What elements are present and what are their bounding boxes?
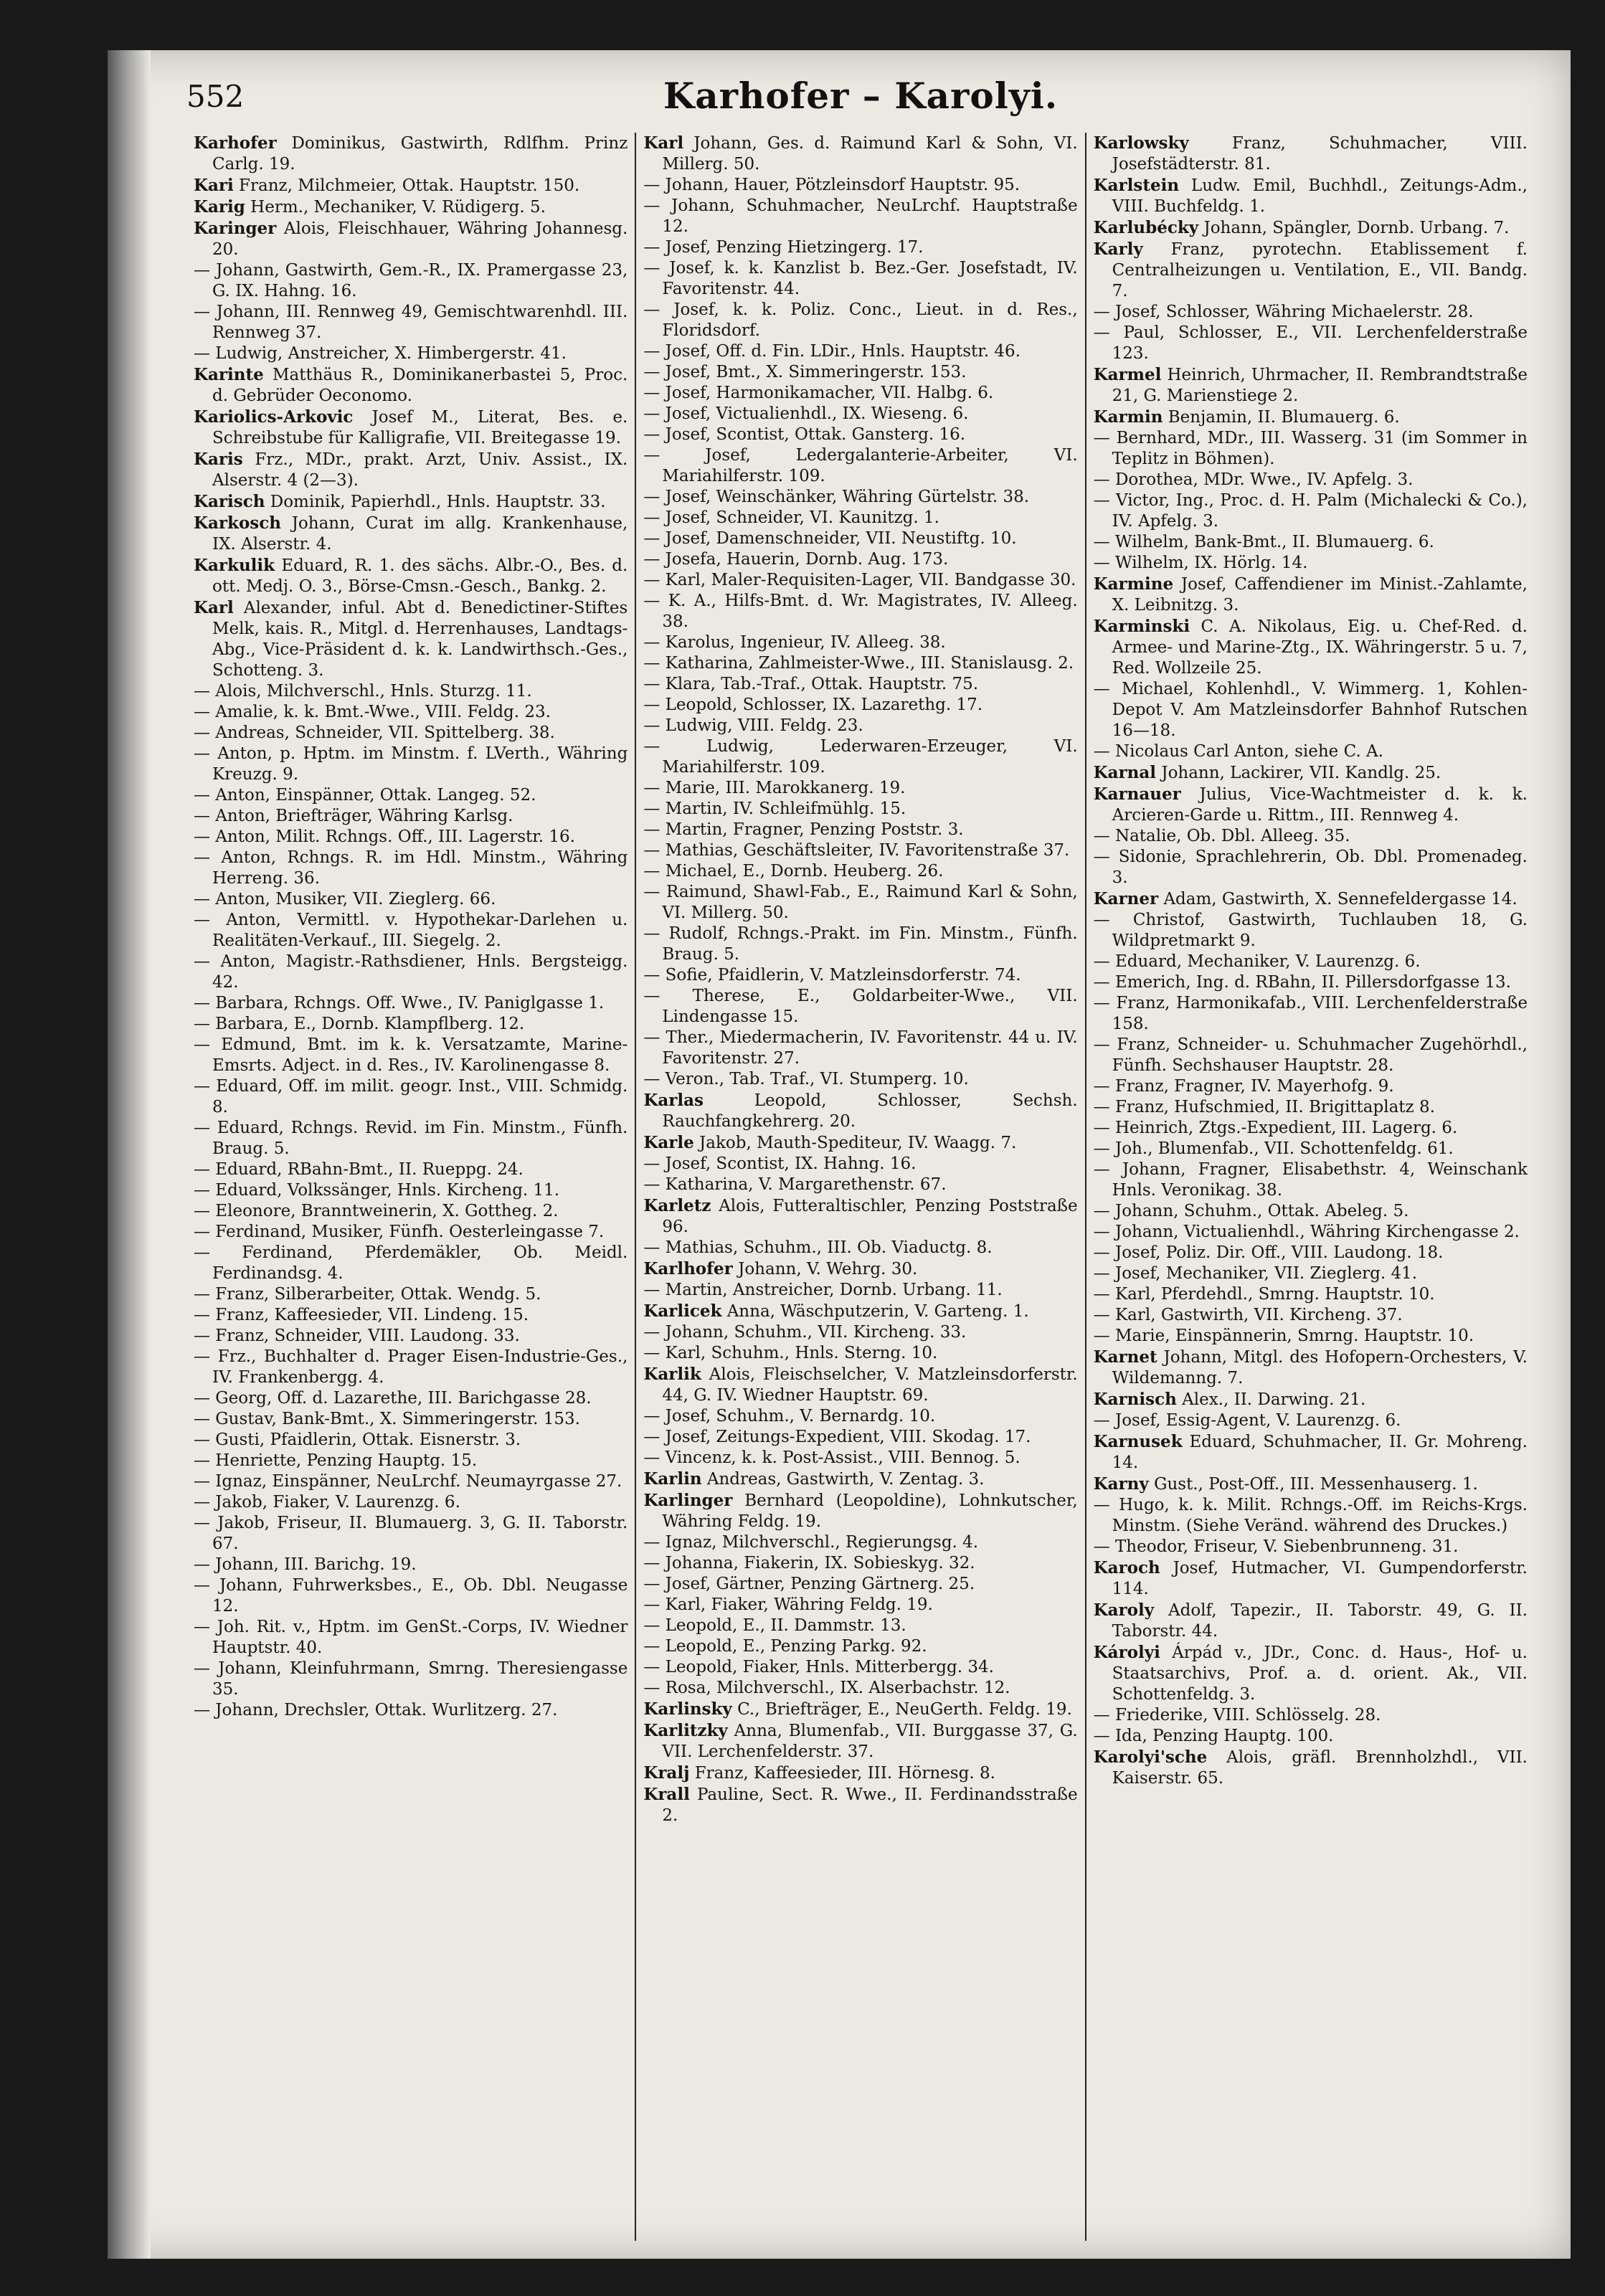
directory-entry: — Therese, E., Goldarbeiter-Wwe., VII. Lindengasse 15.	[643, 987, 1078, 1026]
directory-entry: — Edmund, Bmt. im k. k. Versatzamte, Marine-Emsrts. Adject. in d. Res., IV. Karolinengasse 8.	[194, 1035, 628, 1075]
directory-entry: — Franz, Schneider, VIII. Laudong. 33.	[194, 1327, 520, 1345]
directory-entry: — Eduard, Off. im milit. geogr. Inst., VIII. Schmidg. 8.	[194, 1077, 628, 1116]
directory-entry: — Josef, Scontist, Ottak. Gansterg. 16.	[643, 425, 966, 444]
directory-entry: — Henriette, Penzing Hauptg. 15.	[194, 1451, 478, 1470]
directory-entry: — Sofie, Pfaidlerin, V. Matzleinsdorferstr. 74.	[643, 966, 1021, 985]
directory-entry: — Eleonore, Branntweinerin, X. Gottheg. 2.	[194, 1202, 559, 1220]
directory-entry: — Barbara, E., Dornb. Klampflberg. 12.	[194, 1015, 525, 1033]
directory-entry: — Franz, Silberarbeiter, Ottak. Wendg. 5.	[194, 1285, 541, 1304]
directory-entry: Karnet Johann, Mitgl. des Hofopern-Orchesters, V. Wildemanng. 7.	[1093, 1347, 1528, 1387]
directory-entry: — Johann, III. Barichg. 19.	[194, 1555, 417, 1574]
directory-entry: — Leopold, Schlosser, IX. Lazarethg. 17.	[643, 696, 983, 714]
directory-entry: — Johanna, Fiakerin, IX. Sobieskyg. 32.	[643, 1554, 975, 1572]
directory-entry: — Anton, Briefträger, Währing Karlsg.	[194, 807, 513, 825]
directory-entry: — Vincenz, k. k. Post-Assist., VIII. Bennog. 5.	[643, 1448, 1021, 1467]
directory-entry: — Ignaz, Milchverschl., Regierungsg. 4.	[643, 1533, 979, 1552]
directory-entry: — Victor, Ing., Proc. d. H. Palm (Michalecki & Co.), IV. Apfelg. 3.	[1093, 491, 1528, 531]
directory-entry: Karlas Leopold, Schlosser, Sechsh. Rauchfangkehrerg. 20.	[643, 1091, 1078, 1131]
directory-entry: Karner Adam, Gastwirth, X. Sennefeldergasse 14.	[1093, 889, 1518, 909]
directory-entry: Károlyi Árpád v., JDr., Conc. d. Haus-, Hof- u. Staatsarchivs, Prof. a. d. orient. Ak., VII. Schottenfeldg. 3.	[1093, 1643, 1528, 1704]
directory-entry: — Josef, Harmonikamacher, VII. Halbg. 6.	[643, 384, 994, 402]
directory-entry: — Mathias, Geschäftsleiter, IV. Favoritenstraße 37.	[643, 841, 1070, 860]
directory-entry: — Alois, Milchverschl., Hnls. Sturzg. 11.	[194, 682, 532, 701]
directory-entry: — Ferdinand, Pferdemäkler, Ob. Meidl. Ferdinandsg. 4.	[194, 1243, 628, 1283]
directory-entry: — Eduard, Rchngs. Revid. im Fin. Minstm., Fünfh. Braug. 5.	[194, 1119, 628, 1158]
directory-entry: Karinte Matthäus R., Dominikanerbastei 5, Proc. d. Gebrüder Oeconomo.	[194, 365, 628, 405]
directory-entry: Karnauer Julius, Vice-Wachtmeister d. k. k. Arcieren-Garde u. Rittm., III. Rennweg 4.	[1093, 784, 1528, 825]
directory-entry: — Josef, Bmt., X. Simmeringerstr. 153.	[643, 363, 967, 381]
directory-entry: — Theodor, Friseur, V. Siebenbrunneng. 31.	[1093, 1537, 1459, 1556]
directory-entry: Karhofer Dominikus, Gastwirth, Rdlfhm. Prinz Carlg. 19.	[194, 133, 628, 174]
directory-entry: — Dorothea, MDr. Wwe., IV. Apfelg. 3.	[1093, 470, 1414, 489]
directory-entry: — Ludwig, Anstreicher, X. Himbergerstr. 41.	[194, 344, 567, 363]
directory-entry: — Jakob, Fiaker, V. Laurenzg. 6.	[194, 1493, 460, 1512]
directory-entry: Karnusek Eduard, Schuhmacher, II. Gr. Mohreng. 14.	[1093, 1432, 1528, 1472]
running-head: Karhofer – Karolyi.	[663, 75, 1059, 117]
directory-entry: — Ther., Miedermacherin, IV. Favoritenstr. 44 u. IV. Favoritenstr. 27.	[643, 1028, 1078, 1068]
directory-entry: — Johann, Victualienhdl., Währing Kirchengasse 2.	[1093, 1223, 1520, 1241]
directory-entry: — Josef, Schneider, VI. Kaunitzg. 1.	[643, 508, 939, 527]
page-number: 552	[186, 79, 245, 114]
directory-entry: — Katharina, V. Margarethenstr. 67.	[643, 1175, 947, 1194]
directory-entry: — Heinrich, Ztgs.-Expedient, III. Lagerg. 6.	[1093, 1119, 1458, 1137]
directory-entry: — Raimund, Shawl-Fab., E., Raimund Karl & Sohn, VI. Millerg. 50.	[643, 883, 1078, 922]
directory-entry: — Anton, Musiker, VII. Zieglerg. 66.	[194, 890, 496, 909]
directory-entry: — Paul, Schlosser, E., VII. Lerchenfelderstraße 123.	[1093, 323, 1528, 363]
directory-entry: — Martin, IV. Schleifmühlg. 15.	[643, 800, 906, 818]
directory-entry: — Franz, Fragner, IV. Mayerhofg. 9.	[1093, 1077, 1394, 1096]
directory-entry: — Anton, Magistr.-Rathsdiener, Hnls. Bergsteigg. 42.	[194, 952, 628, 992]
directory-entry: Karoch Josef, Hutmacher, VI. Gumpendorferstr. 114.	[1093, 1558, 1528, 1598]
directory-entry: — Martin, Anstreicher, Dornb. Urbang. 11.	[643, 1281, 1003, 1299]
directory-entry: Karig Herm., Mechaniker, V. Rüdigerg. 5.	[194, 197, 546, 217]
directory-entry: — Leopold, E., Penzing Parkg. 92.	[643, 1637, 927, 1656]
directory-entry: — Ludwig, Lederwaren-Erzeuger, VI. Mariahilferstr. 109.	[643, 737, 1078, 777]
directory-entry: Karnisch Alex., II. Darwing. 21.	[1093, 1390, 1366, 1409]
directory-entry: — Leopold, E., II. Dammstr. 13.	[643, 1616, 906, 1635]
directory-entry: — Anton, Einspänner, Ottak. Langeg. 52.	[194, 786, 536, 805]
directory-entry: Karlstein Ludw. Emil, Buchhdl., Zeitungs-Adm., VIII. Buchfeldg. 1.	[1093, 176, 1528, 216]
directory-entry: — Eduard, Volkssänger, Hnls. Kircheng. 11.	[194, 1181, 560, 1200]
directory-entry: — Rudolf, Rchngs.-Prakt. im Fin. Minstm., Fünfh. Braug. 5.	[643, 924, 1078, 964]
directory-entry: Karolyi'sche Alois, gräfl. Brennholzhdl., VII. Kaiserstr. 65.	[1093, 1747, 1528, 1788]
column-1	[186, 133, 635, 2241]
directory-entry: Karlowsky Franz, Schuhmacher, VIII. Josefstädterstr. 81.	[1093, 133, 1528, 174]
directory-entry: — Karl, Fiaker, Währing Feldg. 19.	[643, 1595, 933, 1614]
directory-entry: — Josef, Essig-Agent, V. Laurenzg. 6.	[1093, 1411, 1401, 1430]
directory-entry: Krall Pauline, Sect. R. Wwe., II. Ferdinandsstraße 2.	[643, 1785, 1078, 1825]
directory-entry: — Johann, Schuhmacher, NeuLrchf. Hauptstraße 12.	[643, 196, 1078, 236]
directory-entry: Karl Alexander, inful. Abt d. Benedictiner-Stiftes Melk, kais. R., Mitgl. d. Herrenhauses, Landtags-Abg., Vice-Präsident d. k. k. Landwirthsch.-Ges., Schotteng. 3.	[194, 598, 628, 680]
directory-entry: — Josef, Scontist, IX. Hahng. 16.	[643, 1154, 917, 1173]
directory-entry: — Karolus, Ingenieur, IV. Alleeg. 38.	[643, 633, 946, 652]
directory-entry: — Joh., Blumenfab., VII. Schottenfeldg. 61.	[1093, 1139, 1454, 1158]
directory-entry: Karle Jakob, Mauth-Spediteur, IV. Waagg. 7.	[643, 1133, 1017, 1152]
directory-entry: — Karl, Gastwirth, VII. Kircheng. 37.	[1093, 1306, 1403, 1324]
directory-entry: — Ferdinand, Musiker, Fünfh. Oesterleingasse 7.	[194, 1223, 605, 1241]
directory-entry: Karisch Dominik, Papierhdl., Hnls. Hauptstr. 33.	[194, 492, 606, 511]
directory-entry: Karis Frz., MDr., prakt. Arzt, Univ. Assist., IX. Alserstr. 4 (2—3).	[194, 450, 628, 490]
directory-entry: — Eduard, RBahn-Bmt., II. Rueppg. 24.	[194, 1160, 524, 1179]
directory-entry: — Frz., Buchhalter d. Prager Eisen-Industrie-Ges., IV. Frankenbergg. 4.	[194, 1347, 628, 1387]
directory-entry: — Josef, Off. d. Fin. LDir., Hnls. Hauptstr. 46.	[643, 342, 1021, 361]
directory-entry: — Joh. Rit. v., Hptm. im GenSt.-Corps, IV. Wiedner Hauptstr. 40.	[194, 1618, 628, 1657]
directory-entry: — Josef, Victualienhdl., IX. Wieseng. 6.	[643, 404, 969, 423]
directory-entry: — Hugo, k. k. Milit. Rchngs.-Off. im Reichs-Krgs. Minstm. (Siehe Veränd. während des Druckes.)	[1093, 1496, 1528, 1535]
directory-entry: — Josef, Schuhm., V. Bernardg. 10.	[643, 1407, 936, 1425]
directory-entry: — Karl, Maler-Requisiten-Lager, VII. Bandgasse 30.	[643, 571, 1076, 589]
directory-entry: — K. A., Hilfs-Bmt. d. Wr. Magistrates, IV. Alleeg. 38.	[643, 592, 1078, 631]
directory-entry: Karlin Andreas, Gastwirth, V. Zentag. 3.	[643, 1469, 985, 1489]
directory-entry: — Sidonie, Sprachlehrerin, Ob. Dbl. Promenadeg. 3.	[1093, 848, 1528, 887]
directory-entry: Karlinsky C., Briefträger, E., NeuGerth. Feldg. 19.	[643, 1699, 1072, 1719]
directory-entry: Karkulik Eduard, R. 1. des sächs. Albr.-O., Bes. d. ott. Medj. O. 3., Börse-Cmsn.-Gesch., Bankg. 2.	[194, 556, 628, 596]
directory-entry: — Gusti, Pfaidlerin, Ottak. Eisnerstr. 3.	[194, 1431, 521, 1449]
directory-entry: — Johann, Schuhm., Ottak. Abeleg. 5.	[1093, 1202, 1409, 1220]
directory-page	[108, 50, 1571, 2259]
directory-entry: — Natalie, Ob. Dbl. Alleeg. 35.	[1093, 827, 1350, 845]
directory-entry: — Josef, Gärtner, Penzing Gärtnerg. 25.	[643, 1575, 975, 1593]
directory-entry: — Gustav, Bank-Bmt., X. Simmeringerstr. 153.	[194, 1410, 580, 1428]
directory-entry: — Rosa, Milchverschl., IX. Alserbachstr. 12.	[643, 1679, 1010, 1697]
directory-entry: — Ida, Penzing Hauptg. 100.	[1093, 1727, 1334, 1745]
directory-entry: — Anton, Milit. Rchngs. Off., III. Lagerstr. 16.	[194, 827, 575, 846]
directory-entry: — Veron., Tab. Traf., VI. Stumperg. 10.	[643, 1070, 969, 1088]
directory-entry: Kralj Franz, Kaffeesieder, III. Hörnesg. 8.	[643, 1763, 995, 1783]
directory-entry: — Johann, Hauer, Pötzleinsdorf Hauptstr. 95.	[643, 176, 1021, 194]
directory-entry: — Bernhard, MDr., III. Wasserg. 31 (im Sommer in Teplitz in Böhmen).	[1093, 429, 1528, 468]
directory-entry: Karminski C. A. Nikolaus, Eig. u. Chef-Red. d. Armee- und Marine-Ztg., IX. Währingerstr. 5 u. 7, Red. Wollzeile 25.	[1093, 617, 1528, 678]
book-gutter-shadow	[108, 50, 151, 2259]
directory-entry: Karmel Heinrich, Uhrmacher, II. Rembrandtstraße 21, G. Marienstiege 2.	[1093, 365, 1528, 405]
directory-entry: — Josef, Damenschneider, VII. Neustiftg. 10.	[643, 529, 1017, 548]
directory-entry: — Ludwig, VIII. Feldg. 23.	[643, 716, 863, 735]
directory-entry: Karlik Alois, Fleischselcher, V. Matzleinsdorferstr. 44, G. IV. Wiedner Hauptstr. 69.	[643, 1365, 1078, 1405]
directory-entry: — Martin, Fragner, Penzing Poststr. 3.	[643, 820, 964, 839]
directory-entry: — Josefa, Hauerin, Dornb. Aug. 173.	[643, 550, 949, 569]
directory-entry: — Josef, Poliz. Dir. Off., VIII. Laudong. 18.	[1093, 1243, 1444, 1262]
directory-entry: Karlicek Anna, Wäschputzerin, V. Garteng. 1.	[643, 1301, 1029, 1321]
page-header	[186, 65, 1535, 129]
directory-entry: — Ignaz, Einspänner, NeuLrchf. Neumayrgasse 27.	[194, 1472, 622, 1491]
directory-entry: — Friederike, VIII. Schlösselg. 28.	[1093, 1706, 1381, 1725]
directory-entry: — Emerich, Ing. d. RBahn, II. Pillersdorfgasse 13.	[1093, 973, 1511, 992]
directory-entry: Karletz Alois, Futteraltischler, Penzing Poststraße 96.	[643, 1196, 1078, 1236]
directory-entry: — Wilhelm, IX. Hörlg. 14.	[1093, 554, 1308, 572]
directory-columns	[186, 133, 1535, 2241]
directory-entry: — Marie, Einspännerin, Smrng. Hauptstr. 10.	[1093, 1327, 1474, 1345]
directory-entry: Karny Gust., Post-Off., III. Messenhauserg. 1.	[1093, 1474, 1478, 1494]
directory-entry: Karnal Johann, Lackirer, VII. Kandlg. 25.	[1093, 763, 1441, 782]
directory-entry: — Andreas, Schneider, VII. Spittelberg. 38.	[194, 724, 555, 742]
directory-entry: — Anton, Vermittl. v. Hypothekar-Darlehen u. Realitäten-Verkauf., III. Siegelg. 2.	[194, 911, 628, 950]
directory-entry: — Franz, Schneider- u. Schuhmacher Zugehörhdl., Fünfh. Sechshauser Hauptstr. 28.	[1093, 1035, 1528, 1075]
directory-entry: — Johann, III. Rennweg 49, Gemischtwarenhdl. III. Rennweg 37.	[194, 303, 628, 342]
directory-entry: Karlitzky Anna, Blumenfab., VII. Burggasse 37, G. VII. Lerchenfelderstr. 37.	[643, 1721, 1078, 1761]
directory-entry: — Josef, Mechaniker, VII. Zieglerg. 41.	[1093, 1264, 1418, 1283]
directory-entry: — Amalie, k. k. Bmt.-Wwe., VIII. Feldg. 23.	[194, 703, 551, 721]
directory-entry: Karlhofer Johann, V. Wehrg. 30.	[643, 1259, 918, 1279]
column-2	[635, 133, 1084, 2241]
directory-entry: — Josef, Ledergalanterie-Arbeiter, VI. Mariahilferstr. 109.	[643, 446, 1078, 485]
directory-entry: — Josef, Weinschänker, Währing Gürtelstr. 38.	[643, 488, 1030, 506]
directory-entry: — Franz, Kaffeesieder, VII. Lindeng. 15.	[194, 1306, 529, 1324]
directory-entry: — Klara, Tab.-Traf., Ottak. Hauptstr. 75.	[643, 675, 979, 693]
directory-entry: Karmine Josef, Caffendiener im Minist.-Zahlamte, X. Leibnitzg. 3.	[1093, 574, 1528, 615]
directory-entry: — Josef, Penzing Hietzingerg. 17.	[643, 238, 924, 257]
directory-entry: — Franz, Hufschmied, II. Brigittaplatz 8.	[1093, 1098, 1435, 1116]
directory-entry: — Georg, Off. d. Lazarethe, III. Barichgasse 28.	[194, 1389, 592, 1408]
directory-entry: — Wilhelm, Bank-Bmt., II. Blumauerg. 6.	[1093, 533, 1434, 551]
directory-entry: — Michael, E., Dornb. Heuberg. 26.	[643, 862, 944, 881]
directory-entry: Karlubécky Johann, Spängler, Dornb. Urbang. 7.	[1093, 218, 1510, 237]
directory-entry: — Johann, Fuhrwerksbes., E., Ob. Dbl. Neugasse 12.	[194, 1576, 628, 1616]
directory-entry: — Johann, Schuhm., VII. Kircheng. 33.	[643, 1323, 967, 1342]
directory-entry: — Michael, Kohlenhdl., V. Wimmerg. 1, Kohlen-Depot V. Am Matzleinsdorfer Bahnhof Rutschen 16—18.	[1093, 680, 1528, 740]
directory-entry: — Marie, III. Marokkanerg. 19.	[643, 779, 906, 797]
directory-entry: — Josef, Zeitungs-Expedient, VIII. Skodag. 17.	[643, 1428, 1031, 1446]
directory-entry: — Jakob, Friseur, II. Blumauerg. 3, G. II. Taborstr. 67.	[194, 1514, 628, 1553]
directory-entry: — Johann, Fragner, Elisabethstr. 4, Weinschank Hnls. Veronikag. 38.	[1093, 1160, 1528, 1200]
directory-entry: — Johann, Kleinfuhrmann, Smrng. Theresiengasse 35.	[194, 1659, 628, 1699]
directory-entry: Karl Johann, Ges. d. Raimund Karl & Sohn, VI. Millerg. 50.	[643, 133, 1078, 174]
directory-entry: — Nicolaus Carl Anton, siehe C. A.	[1093, 742, 1383, 761]
directory-entry: Karly Franz, pyrotechn. Etablissement f. Centralheizungen u. Ventilation, E., VII. Bandg. 7.	[1093, 239, 1528, 300]
directory-entry: Karoly Adolf, Tapezir., II. Taborstr. 49, G. II. Taborstr. 44.	[1093, 1600, 1528, 1641]
directory-entry: Karinger Alois, Fleischhauer, Währing Johannesg. 20.	[194, 219, 628, 259]
directory-entry: Karkosch Johann, Curat im allg. Krankenhause, IX. Alserstr. 4.	[194, 513, 628, 554]
directory-entry: Kariolics-Arkovic Josef M., Literat, Bes. e. Schreibstube für Kalligrafie, VII. Breitegasse 19.	[194, 407, 628, 447]
directory-entry: — Karl, Schuhm., Hnls. Sterng. 10.	[643, 1344, 938, 1362]
directory-entry: — Mathias, Schuhm., III. Ob. Viaductg. 8.	[643, 1238, 993, 1257]
directory-entry: Kari Franz, Milchmeier, Ottak. Hauptstr. 150.	[194, 176, 580, 195]
directory-entry: — Josef, k. k. Kanzlist b. Bez.-Ger. Josefstadt, IV. Favoritenstr. 44.	[643, 259, 1078, 298]
directory-entry: Karmin Benjamin, II. Blumauerg. 6.	[1093, 407, 1400, 427]
directory-entry: — Eduard, Mechaniker, V. Laurenzg. 6.	[1093, 952, 1421, 971]
directory-entry: — Josef, Schlosser, Währing Michaelerstr. 28.	[1093, 303, 1474, 321]
directory-entry: — Josef, k. k. Poliz. Conc., Lieut. in d. Res., Floridsdorf.	[643, 300, 1078, 340]
directory-entry: Karlinger Bernhard (Leopoldine), Lohnkutscher, Währing Feldg. 19.	[643, 1491, 1078, 1531]
directory-entry: — Leopold, Fiaker, Hnls. Mitterbergg. 34.	[643, 1658, 994, 1676]
directory-entry: — Anton, p. Hptm. im Minstm. f. LVerth., Währing Kreuzg. 9.	[194, 744, 628, 784]
directory-entry: — Christof, Gastwirth, Tuchlauben 18, G. Wildpretmarkt 9.	[1093, 911, 1528, 950]
directory-entry: — Franz, Harmonikafab., VIII. Lerchenfelderstraße 158.	[1093, 994, 1528, 1033]
column-3	[1085, 133, 1535, 2241]
directory-entry: — Anton, Rchngs. R. im Hdl. Minstm., Währing Herreng. 36.	[194, 848, 628, 888]
directory-entry: — Karl, Pferdehdl., Smrng. Hauptstr. 10.	[1093, 1285, 1435, 1304]
directory-entry: — Katharina, Zahlmeister-Wwe., III. Stanislausg. 2.	[643, 654, 1074, 673]
directory-entry: — Johann, Gastwirth, Gem.-R., IX. Pramergasse 23, G. IX. Hahng. 16.	[194, 261, 628, 300]
directory-entry: — Johann, Drechsler, Ottak. Wurlitzerg. 27.	[194, 1701, 558, 1719]
directory-entry: — Barbara, Rchngs. Off. Wwe., IV. Paniglgasse 1.	[194, 994, 605, 1012]
